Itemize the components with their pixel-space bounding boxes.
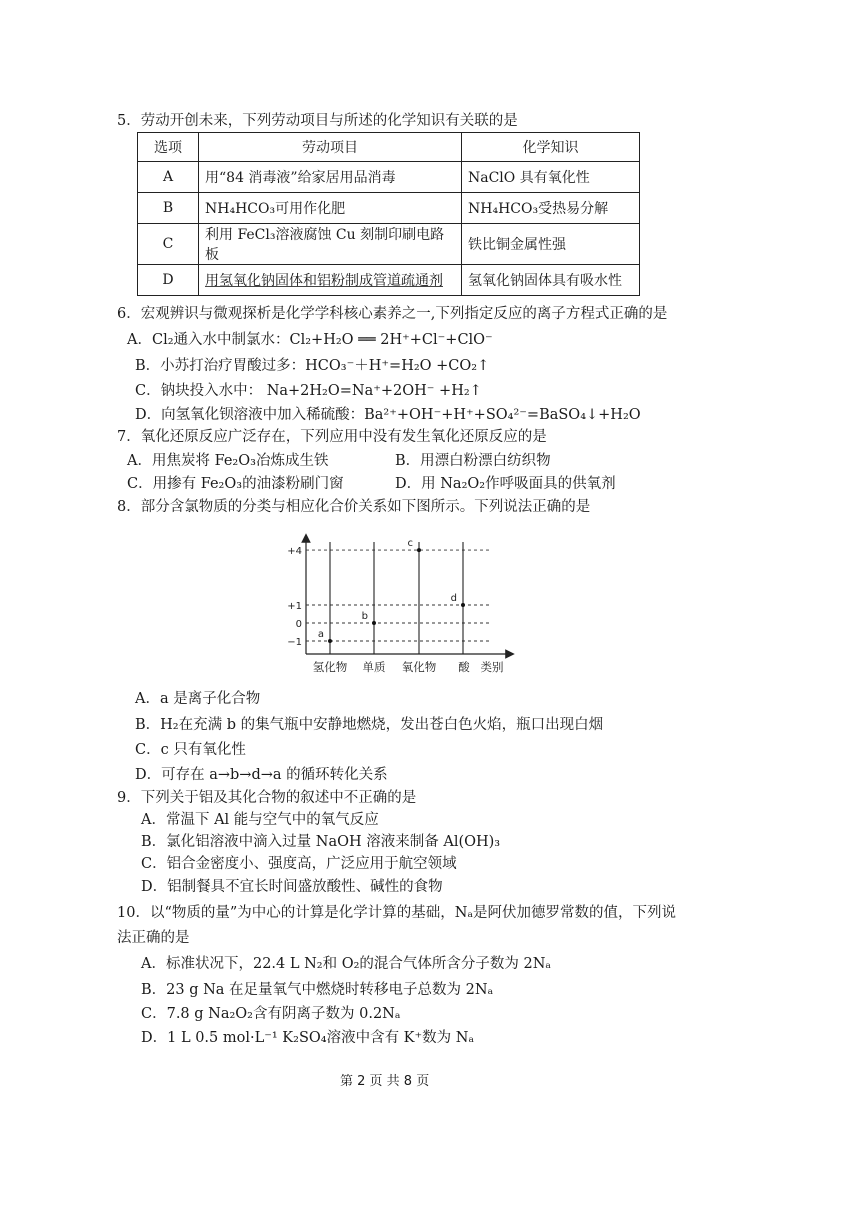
table-header: 化学知识 (462, 133, 640, 162)
q8-option-c: C．c 只有氧化性 (135, 742, 246, 758)
table-header: 选项 (138, 133, 199, 162)
q8-option-a: A．a 是离子化合物 (135, 691, 261, 707)
point-d (461, 603, 465, 607)
table-cell: 氢氧化钠固体具有吸水性 (462, 265, 640, 296)
q7-stem: 7．氧化还原反应广泛存在，下列应用中没有发生氧化还原反应的是 (117, 429, 547, 445)
q9-option-c: C．铝合金密度小、强度高，广泛应用于航空领域 (141, 856, 457, 872)
q9-option-b: B．氯化铝溶液中滴入过量 NaOH 溶液来制备 Al(OH)₃ (141, 834, 501, 850)
table-row (138, 162, 640, 193)
point-c (417, 548, 421, 552)
table-row (138, 265, 640, 296)
q7-option-d: D．用 Na₂O₂作呼吸面具的供氧剂 (395, 476, 616, 492)
table-cell: NH₄HCO₃可用作化肥 (199, 193, 462, 224)
q10-option-d: D．1 L 0.5 mol·L⁻¹ K₂SO₄溶液中含有 K⁺数为 Nₐ (141, 1030, 475, 1046)
table-cell: D (138, 265, 199, 296)
point-label-c: c (407, 538, 413, 550)
point-label-b: b (361, 611, 368, 622)
q6-stem: 6．宏观辨识与微观探析是化学学科核心素养之一,下列指定反应的离子方程式正确的是 (117, 306, 668, 322)
table-header-row (138, 133, 640, 162)
table-row (138, 193, 640, 224)
x-label: 氢化物 (312, 660, 348, 674)
table-cell: NaClO 具有氧化性 (462, 162, 640, 193)
point-label-a: a (317, 629, 324, 640)
q10-option-c: C．7.8 g Na₂O₂含有阴离子数为 0.2Nₐ (141, 1006, 401, 1022)
q5-table (137, 132, 640, 296)
q8-stem: 8．部分含氯物质的分类与相应化合价关系如下图所示。下列说法正确的是 (117, 499, 591, 515)
q10-option-b: B．23 g Na 在足量氧气中燃烧时转移电子总数为 2Nₐ (141, 982, 494, 998)
table-cell: 用氢氧化钠固体和铝粉制成管道疏通剂 (199, 265, 462, 296)
q6-option-c: C．钠块投入水中： Na+2H₂O=Na⁺+2OH⁻ +H₂↑ (135, 383, 482, 399)
x-label: 类别 (480, 660, 504, 674)
table-row (138, 224, 640, 265)
table-cell: 利用 FeCl₃溶液腐蚀 Cu 刻制印刷电路板 (199, 224, 462, 265)
q7-option-b: B．用漂白粉漂白纺织物 (395, 453, 551, 469)
q7-option-c: C．用掺有 Fe₂O₃的油漆粉刷门窗 (127, 476, 344, 492)
q9-option-d: D．铝制餐具不宜长时间盛放酸性、碱性的食物 (141, 879, 443, 895)
x-label: 氧化物 (401, 660, 437, 674)
q8-option-b: B．H₂在充满 b 的集气瓶中安静地燃烧，发出苍白色火焰，瓶口出现白烟 (135, 717, 604, 733)
valence-chart (278, 532, 518, 682)
table-cell: B (138, 193, 199, 224)
q9-stem: 9．下列关于铝及其化合物的叙述中不正确的是 (117, 790, 417, 806)
point-a (328, 639, 332, 643)
q6-option-b: B．小苏打治疗胃酸过多：HCO₃⁻＋H⁺=H₂O +CO₂↑ (135, 358, 490, 374)
table-cell: A (138, 162, 199, 193)
q5-stem: 5．劳动开创未来，下列劳动项目与所述的化学知识有关联的是 (117, 113, 518, 129)
q6-option-a: A．Cl₂通入水中制氯水：Cl₂+H₂O ══ 2H⁺+Cl⁻+ClO⁻ (127, 332, 493, 348)
table-cell: 铁比铜金属性强 (462, 224, 640, 265)
table-cell: NH₄HCO₃受热易分解 (462, 193, 640, 224)
y-tick-label: +1 (287, 601, 302, 612)
y-tick-label: +4 (287, 546, 302, 558)
table-cell: C (138, 224, 199, 265)
x-label: 单质 (362, 660, 386, 674)
q6-option-d: D．向氢氧化钡溶液中加入稀硫酸：Ba²⁺+OH⁻+H⁺+SO₄²⁻=BaSO₄↓+H₂O (135, 407, 641, 423)
page-number: 第 2 页 共 8 页 (340, 1074, 430, 1089)
x-label: 酸 (458, 660, 470, 674)
q10-stem-line1: 10．以“物质的量”为中心的计算是化学计算的基础，Nₐ是阿伏加德罗常数的值，下列说 (117, 905, 677, 921)
q9-option-a: A．常温下 Al 能与空气中的氧气反应 (141, 812, 379, 828)
table-cell: 用“84 消毒液”给家居用品消毒 (199, 162, 462, 193)
q10-stem-line2: 法正确的是 (117, 930, 190, 946)
point-label-d: d (450, 593, 457, 604)
q10-option-a: A．标准状况下，22.4 L N₂和 O₂的混合气体所含分子数为 2Nₐ (141, 956, 552, 972)
q8-option-d: D．可存在 a→b→d→a 的循环转化关系 (135, 767, 388, 783)
q7-option-a: A．用焦炭将 Fe₂O₃冶炼成生铁 (127, 453, 329, 469)
y-tick-label: −1 (287, 637, 302, 648)
y-tick-label: 0 (295, 619, 302, 630)
table-header: 劳动项目 (199, 133, 462, 162)
point-b (372, 621, 376, 625)
